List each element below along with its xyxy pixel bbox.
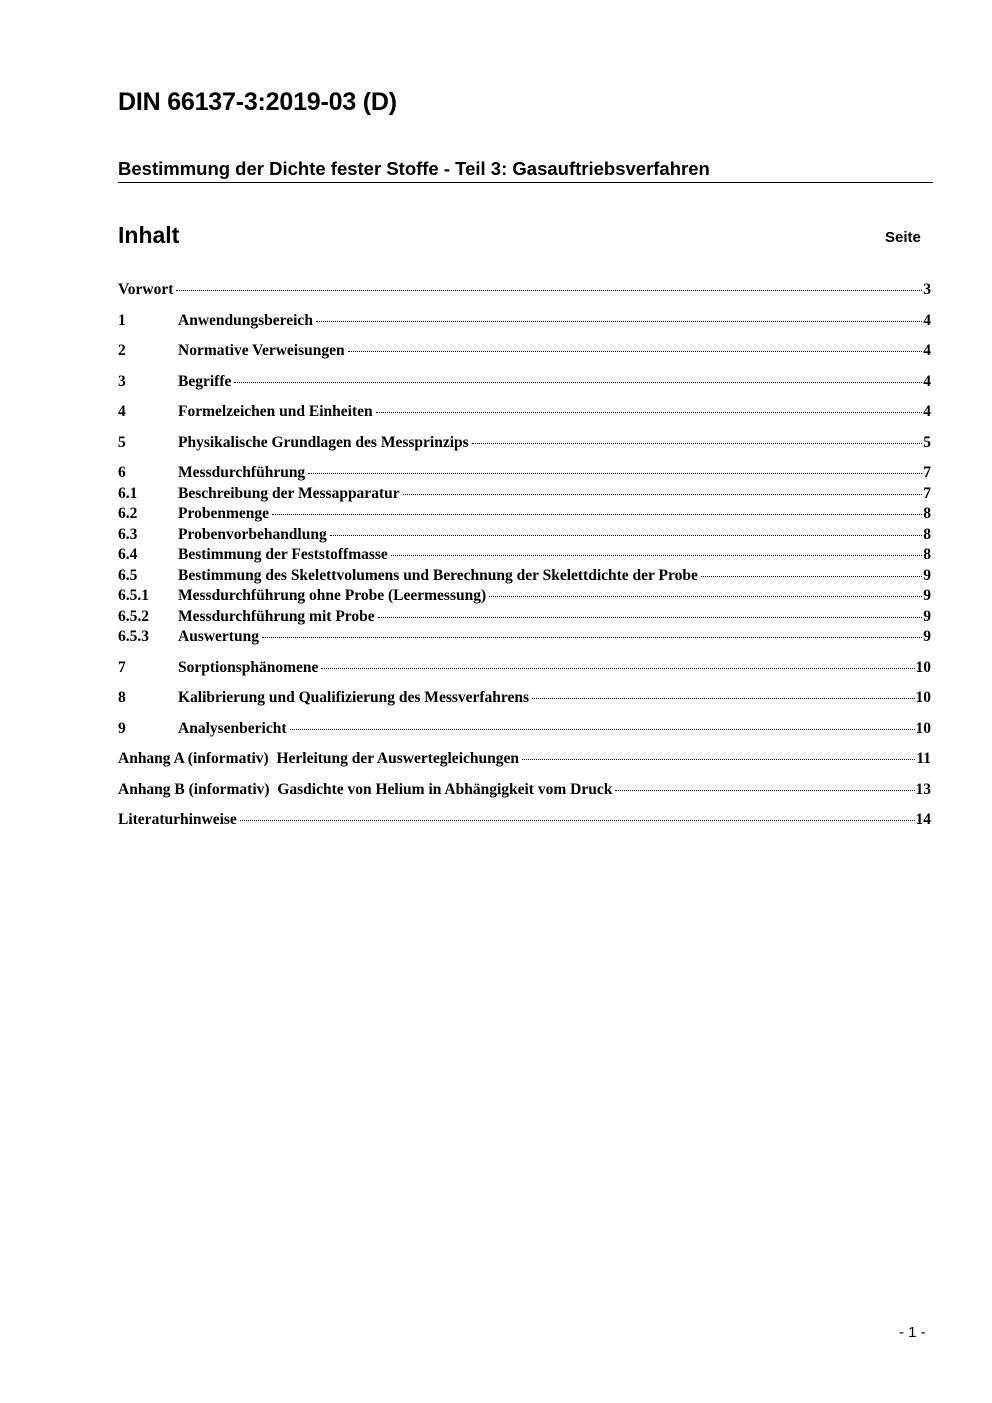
toc-entry-page: 13 [915,780,931,798]
toc-leader-dots [376,411,923,413]
toc-entry-title: Anwendungsbereich [178,311,313,329]
toc-page-label: Seite [885,229,921,246]
toc-leader-dots [489,595,922,597]
toc-entry-page: 3 [923,281,931,298]
document-title: DIN 66137-3:2019-03 (D) [118,88,397,116]
toc-entry-page: 14 [915,811,931,828]
toc-entry-page: 4 [923,311,931,329]
toc-entry-title: Bestimmung der Feststoffmasse [178,546,388,563]
toc-entry-page: 4 [923,403,931,420]
toc-entry-page: 11 [916,750,931,767]
toc-leader-dots [348,350,923,352]
toc-leader-dots [532,697,914,699]
toc-leader-dots [391,554,922,556]
toc-entry-page: 10 [915,719,931,737]
toc-entry-title: Sorptionsphänomene [178,658,319,676]
toc-entry-title: Anhang A (informativ) Herleitung der Auswertegleichungen [118,750,519,767]
page-number: - 1 - [899,1324,926,1341]
toc-entry-number: 1 [118,311,126,329]
toc-entry-page: 8 [923,525,931,543]
toc-leader-dots [308,472,922,474]
toc-entry-title: Physikalische Grundlagen des Messprinzips [178,433,469,451]
toc-entry-page: 9 [923,587,931,604]
toc-leader-dots [701,575,922,577]
toc-leader-dots [272,513,922,515]
toc-leader-dots [262,636,922,638]
toc-entry[interactable] [118,810,931,831]
toc-entry[interactable] [118,658,931,679]
toc-entry-page: 10 [915,658,931,676]
toc-entry[interactable] [118,749,931,770]
toc-entry-title: Messdurchführung [178,464,306,481]
toc-entry-number: 6.4 [118,546,138,563]
toc-entry[interactable] [118,688,931,709]
toc-leader-dots [234,381,922,383]
toc-entry-number: 9 [118,719,126,737]
toc-leader-dots [290,728,915,730]
document-subtitle: Bestimmung der Dichte fester Stoffe - Teil 3: Gasauftriebsverfahren [118,158,933,183]
toc-entry[interactable] [118,311,931,332]
toc-leader-dots [522,758,915,760]
toc-entry-page: 9 [923,607,931,625]
toc-entry-number: 6.1 [118,484,138,502]
toc-entry-number: 6.5 [118,566,138,584]
toc-entry-title: Formelzeichen und Einheiten [178,403,373,420]
toc-entry-number: 6.5.1 [118,587,149,604]
toc-entry-title: Auswertung [178,628,259,645]
toc-entry[interactable] [118,566,931,587]
toc-leader-dots [472,442,923,444]
toc-entry[interactable] [118,545,931,566]
toc-entry[interactable] [118,463,931,484]
toc-entry-number: 6.2 [118,505,138,522]
toc-leader-dots [176,289,922,291]
toc-entry-page: 10 [915,689,931,706]
toc-entry-page: 9 [923,628,931,645]
toc-entry-page: 8 [923,505,931,522]
toc-entry-title: Kalibrierung und Qualifizierung des Messverfahrens [178,689,530,706]
toc-entry[interactable] [118,372,931,393]
toc-leader-dots [330,534,923,536]
toc-entry[interactable] [118,341,931,362]
toc-entry[interactable] [118,402,931,423]
toc-entry-number: 5 [118,433,126,451]
toc-leader-dots [403,493,923,495]
toc-entry[interactable] [118,780,931,801]
toc-entry-number: 4 [118,403,126,420]
toc-entry[interactable] [118,719,931,740]
toc-entry-number: 6.5.2 [118,607,149,625]
toc-leader-dots [321,667,914,669]
toc-leader-dots [615,789,914,791]
toc-entry-page: 5 [923,433,931,451]
toc-entry-page: 8 [923,546,931,563]
toc-entry-page: 7 [923,484,931,502]
toc-entry-title: Normative Verweisungen [178,342,345,359]
toc-entry[interactable] [118,504,931,525]
toc-entry-number: 8 [118,689,126,706]
toc-entry-page: 4 [923,372,931,390]
toc-entry[interactable] [118,484,931,505]
toc-entry[interactable] [118,586,931,607]
toc-heading: Inhalt [118,222,180,248]
toc-entry[interactable] [118,280,931,301]
toc-entry[interactable] [118,627,931,648]
toc-entry-title: Analysenbericht [178,719,287,737]
toc-leader-dots [240,819,915,821]
toc-entry-title: Messdurchführung ohne Probe (Leermessung) [178,587,487,604]
toc-entry-number: 6 [118,464,126,481]
toc-entry-title: Probenmenge [178,505,269,522]
toc-entry-title: Begriffe [178,372,232,390]
toc-entry-title: Vorwort [118,281,174,298]
toc-entry[interactable] [118,525,931,546]
toc-leader-dots [316,320,922,322]
toc-entry-title: Bestimmung des Skelettvolumens und Berechnung der Skelettdichte der Probe [178,566,698,584]
toc-entry[interactable] [118,433,931,454]
toc-entry-title: Messdurchführung mit Probe [178,607,375,625]
toc-entry-page: 9 [923,566,931,584]
toc-entry-page: 7 [923,464,931,481]
toc-entry-page: 4 [923,342,931,359]
toc-entry-number: 2 [118,342,126,359]
toc-entry-number: 7 [118,658,126,676]
toc-entry-number: 3 [118,372,126,390]
toc-entry-number: 6.5.3 [118,628,149,645]
toc-entry-title: Literaturhinweise [118,811,237,828]
toc-entry-title: Beschreibung der Messapparatur [178,484,400,502]
toc-leader-dots [378,616,923,618]
toc-entry-number: 6.3 [118,525,138,543]
toc-entry[interactable] [118,607,931,628]
table-of-contents [118,280,931,831]
toc-entry-title: Probenvorbehandlung [178,525,327,543]
toc-entry-title: Anhang B (informativ) Gasdichte von Helium in Abhängigkeit vom Druck [118,780,613,798]
